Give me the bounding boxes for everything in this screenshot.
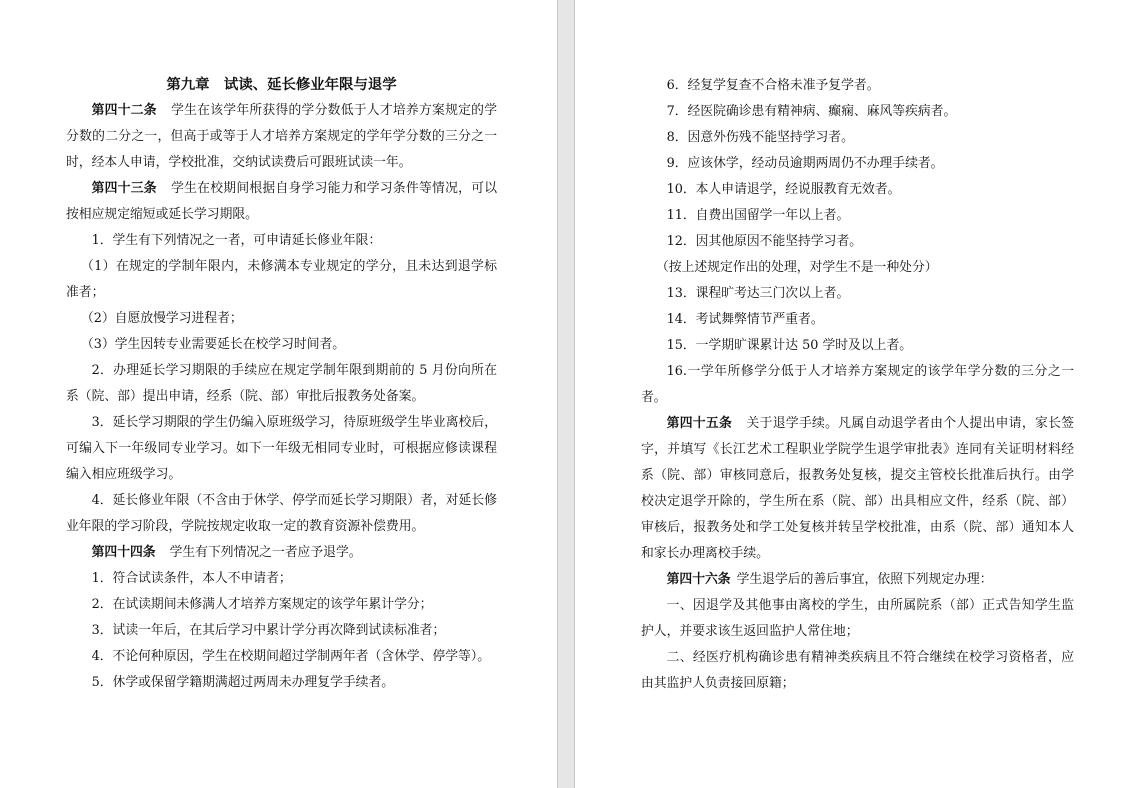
article-text: 关于退学手续。凡属自动退学者由个人提出申请，家长签字，并填写《长江艺术工程职业学院学生退学审批表》连同有关证明材料经系（院、部）审核同意后，报教务处复核，提交主管校长批准后执行。由学校决定退学开除的，学生所在系（院、部）出具相应文件，经系（院、部）审核后，报教务处和学工处复核并转呈学校批准，由系（院、部）通知本人和家长办理离校手续。 <box>641 416 1075 561</box>
list-item: （2）自愿放慢学习进程者； <box>81 311 243 326</box>
article-43 <box>66 176 497 228</box>
list-item: 6．经复学复查不合格未准予复学者。 <box>666 78 880 93</box>
list-item: 二、经医疗机构确诊患有精神类疾病且不符合继续在校学习资格者，应由其监护人负责接回原籍； <box>641 650 1074 691</box>
list-item: （1）在规定的学制年限内，未修满本专业规定的学分，且未达到退学标准者； <box>66 259 497 300</box>
document-page-left <box>0 0 557 788</box>
list-item: 13．课程旷考达三门次以上者。 <box>666 286 850 301</box>
page-content <box>66 0 497 696</box>
page-gutter <box>557 0 575 788</box>
article-44 <box>66 540 497 566</box>
list-item: 10．本人申请退学，经说服教育无效者。 <box>666 182 901 197</box>
list-item: 2．办理延长学习期限的手续应在规定学制年限到期前的 5 月份向所在系（院、部）提出申请，经系（院、部）审批后报教务处备案。 <box>66 363 497 404</box>
list-item: 3．试读一年后，在其后学习中累计学分再次降到试读标准者； <box>91 623 446 638</box>
list-item: 一、因退学及其他事由离校的学生，由所属院系（部）正式告知学生监护人，并要求该生返回监护人常住地； <box>641 598 1074 639</box>
article-label: 第四十五条 <box>666 416 733 431</box>
article-label: 第四十二条 <box>91 103 157 118</box>
list-item: 11．自费出国留学一年以上者。 <box>666 208 850 223</box>
list-item: 1．符合试读条件，本人不申请者； <box>91 571 292 586</box>
article-label: 第四十三条 <box>91 181 157 196</box>
list-item: 2．在试读期间未修满人才培养方案规定的该学年累计学分； <box>91 597 433 612</box>
list-item: 1．学生有下列情况之一者，可申请延长修业年限： <box>91 233 382 248</box>
list-item: 9．应该休学，经动员逾期两周仍不办理手续者。 <box>666 156 944 171</box>
list-item: 8．因意外伤残不能坚持学习者。 <box>666 130 854 145</box>
article-text: 学生在该学年所获得的学分数低于人才培养方案规定的学分数的二分之一，但高于或等于人才培养方案规定的学年学分数的三分之一时，经本人申请，学校批准，交纳试读费后可跟班试读一年。 <box>66 103 497 170</box>
article-text: 学生有下列情况之一者应予退学。 <box>169 545 362 560</box>
list-item: 7．经医院确诊患有精神病、癫痫、麻风等疾病者。 <box>666 104 957 119</box>
article-label: 第四十六条 <box>666 572 731 587</box>
article-46 <box>641 567 1074 593</box>
chapter-title: 第九章 试读、延长修业年限与退学 <box>166 76 397 93</box>
article-text: 学生退学后的善后事宜，依照下列规定办理： <box>736 572 993 587</box>
list-item: 3．延长学习期限的学生仍编入原班级学习，待原班级学生毕业离校后，可编入下一年级同专业学习。如下一年级无相同专业时，可根据应修读课程编入相应班级学习。 <box>66 415 497 482</box>
list-item: 14．考试舞弊情节严重者。 <box>666 312 824 327</box>
note-line: （按上述规定作出的处理，对学生不是一种处分） <box>656 260 938 275</box>
list-item: 16.一学年所修学分低于人才培养方案规定的该学年学分数的三分之一者。 <box>641 364 1074 405</box>
document-page-right <box>575 0 1130 788</box>
list-item: （3）学生因转专业需要延长在校学习时间者。 <box>81 337 346 352</box>
list-item: 4．延长修业年限（不含由于休学、停学而延长学习期限）者，对延长修业年限的学习阶段，学院按规定收取一定的教育资源补偿费用。 <box>66 493 497 534</box>
article-label: 第四十四条 <box>91 545 156 560</box>
list-item: 12．因其他原因不能坚持学习者。 <box>666 234 863 249</box>
article-45 <box>641 411 1074 567</box>
list-item: 15．一学期旷课累计达 50 学时及以上者。 <box>666 338 913 353</box>
list-item: 4．不论何种原因，学生在校期间超过学制两年者（含休学、停学等）。 <box>91 649 491 664</box>
page-content <box>641 0 1074 697</box>
article-text: 学生在校期间根据自身学习能力和学习条件等情况，可以按相应规定缩短或延长学习期限。 <box>66 181 497 222</box>
article-42 <box>66 98 497 176</box>
list-item: 5．休学或保留学籍期满超过两周未办理复学手续者。 <box>91 675 395 690</box>
